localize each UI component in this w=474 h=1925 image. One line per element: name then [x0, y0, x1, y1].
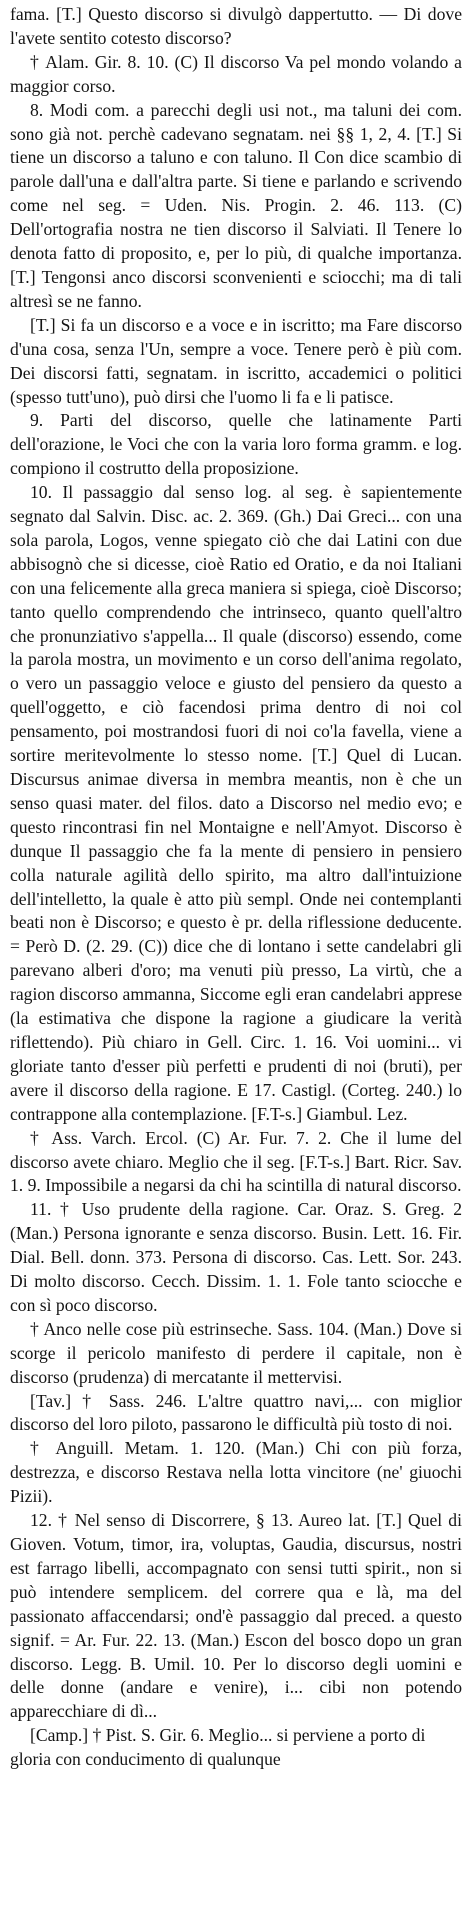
entry-paragraph-sense-10: 10. Il passaggio dal senso log. al seg. è sapientemente segnato dal Salvin. Disc. ac. 2. 369. (Gh.) Dai Greci... con una sola parola, Logos, venne spiegato ciò che dai Latini con due abbisognò che si dicesse, cioè Ratio ed Oratio, e da noi Italiani con una felicemente alla greca maniera si spiega, cioè Discorso; tanto quello comprendendo che intrinseco, quanto quell'altro che pronunziativo s'appella... Il quale (discorso) essendo, come la parola mostra, un movimento e un corso dell'anima regolato, o vero un passaggio veloce e giusto del pensiero da questo a quell'oggetto, e ciò facendosi prima dentro di noi col pensamento, poi mostrandosi fuori di noi co'la favella, viene a sortire meritevolmente lo stesso nome. [T.] Quel di Lucan. Discursus animae diversa in membra meantis, non è che un senso quasi mater. del filos. dato a Discorso nel medio evo; e questo rincontrasi fin nel Montaigne e nell'Amyot. Discorso è dunque Il passaggio che fa la mente di pensiero in pensiero colla naturale agilità dello spirito, ma altro dall'intuizione dell'intelletto, la quale è atto più sempl. Onde nei contemplanti beati non è Discorso; e questo è pr. della riflessione deducente. = Però D. (2. 29. (C)) dice che di lontano i sette candelabri gli parevano alberi d'oro; ma venuti più presso, La virtù, che a ragion discorso ammanna, Siccome egli eran candelabri apprese (la estimativa che dispone la ragione a giudicare la verità riflettendo). Più chiaro in Gell. Circ. 1. 16. Voi uomini... vi gloriate tanto d'esser più perfetti e prudenti di noi (bruti), per avere il discorso della ragione. E 17. Castigl. (Corteg. 240.) lo contrappone alla contemplazione. [F.T-s.] Giambul. Lez. [10, 482, 462, 1124]
entry-paragraph-continuation: fama. [T.] Questo discorso si divulgò dappertutto. — Di dove l'avete sentito cotesto discorso? [10, 4, 462, 48]
entry-paragraph-sense-12: 12. † Nel senso di Discorrere, § 13. Aureo lat. [T.] Quel di Gioven. Votum, timor, ira, voluptas, Gaudia, discursus, nostri est farrago libelli, accompagnato con sensi tutti spirit., non si può intendere semplicem. del correre qua e là, ma del passionato affaccendarsi; ond'è passaggio dal preced. a questo signif. = Ar. Fur. 22. 13. (Man.) Escon del bosco dopo un gran discorso. Legg. B. Umil. 10. Per lo discorso degli uomini e delle donne (andare e venire), i... cibi non potendo apparecchiare di dì... [10, 1510, 462, 1722]
entry-paragraph-sense-9: 9. Parti del discorso, quelle che latinamente Parti dell'orazione, le Voci che con la varia loro forma gramm. e log. compiono il costrutto della proposizione. [10, 410, 462, 479]
entry-paragraph-citation-pistole: [Camp.] † Pist. S. Gir. 6. Meglio... si perviene a porto di gloria con conducimento di qualunque [10, 1725, 426, 1770]
entry-paragraph-sense-8: 8. Modi com. a parecchi degli usi not., ma taluni dei com. sono già not. perchè cadevano segnatam. nei §§ 1, 2, 4. [T.] Si tiene un discorso a taluno e con taluno. Il Con dice scambio di parole dall'una e dall'altra parte. Si tiene e parlando e scrivendo come nel seg. = Uden. Nis. Progin. 2. 46. 113. (C) Dell'ortografia nostra ne tien discorso il Salviati. Il Tenere lo denota fatto di proposito, e, per lo più, di qualche importanza. [T.] Tengonsi anco discorsi sconvenienti e sciocchi; ma di tali altresì se ne fanno. [10, 99, 462, 311]
entry-paragraph-citation-alamanni: † Alam. Gir. 8. 10. (C) Il discorso Va pel mondo volando a maggior corso. [10, 51, 462, 96]
entry-paragraph-citation-sassetti-246: [Tav.] † Sass. 246. L'altre quattro navi,... con miglior discorso del loro piloto, passarono le difficultà più tosto di noi. [10, 1390, 462, 1435]
entry-paragraph-sense-11: 11. † Uso prudente della ragione. Car. Oraz. S. Greg. 2 (Man.) Persona ignorante e senza discorso. Busin. Lett. 16. Fir. Dial. Bell. donn. 373. Persona di discorso. Cas. Lett. Sor. 243. Di molto discorso. Cecch. Dissim. 1. 1. Fole tanto sciocche e con sì poco discorso. [10, 1199, 462, 1315]
entry-paragraph-citation-sassetti-104: † Anco nelle cose più estrinseche. Sass. 104. (Man.) Dove si scorge il pericolo manifesto di perdere il capitale, non è discorso (prudenza) di mercatante il mettervisi. [10, 1318, 462, 1387]
entry-paragraph-citation-varchi: † Ass. Varch. Ercol. (C) Ar. Fur. 7. 2. Che il lume del discorso avete chiaro. Meglio che il seg. [F.T-s.] Bart. Ricr. Sav. 1. 9. Impossibile a negarsi da chi ha scintilla di natural discorso. [10, 1127, 462, 1196]
entry-paragraph-citation-anguillara: † Anguill. Metam. 1. 120. (Man.) Chi con più forza, destrezza, e discorso Restava nella lotta vincitore (ne' giuochi Pizii). [10, 1438, 462, 1507]
entry-paragraph-sense-8-note: [T.] Si fa un discorso e a voce e in iscritto; ma Fare discorso d'una cosa, senza l'Un, sempre a voce. Tenere però è più com. Dei discorsi fatti, segnatam. in iscritto, accademici o politici (spesso tutt'uno), può dirsi che l'uomo li fa e li patisce. [10, 314, 462, 407]
